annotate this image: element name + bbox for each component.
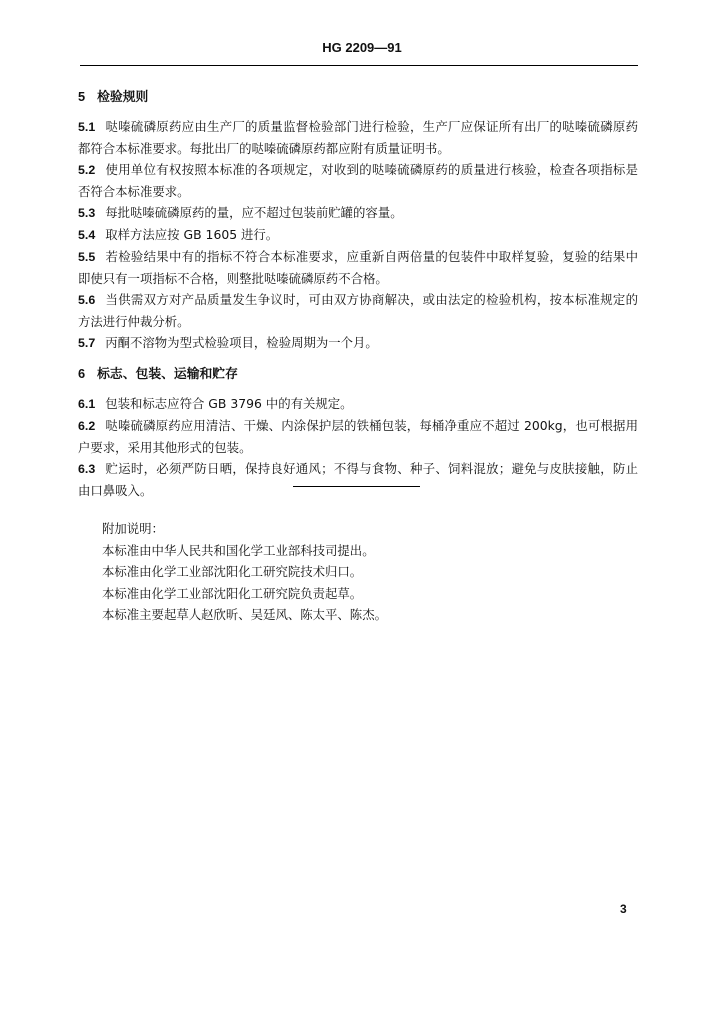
clause-number: 5.3 <box>78 206 96 220</box>
clause-number: 5.5 <box>78 250 96 264</box>
clause-5-3 <box>78 202 638 224</box>
notes-line: 本标准主要起草人赵欣昕、吴廷风、陈太平、陈杰。 <box>102 607 387 622</box>
clause-text: 丙酮不溶物为型式检验项目，检验周期为一个月。 <box>105 335 378 350</box>
clause-5-6 <box>78 289 638 332</box>
notes-line: 本标准由中华人民共和国化学工业部科技司提出。 <box>102 542 375 558</box>
clause-6-3 <box>78 458 638 501</box>
clause-number: 5.7 <box>78 336 96 350</box>
clause-number: 5.4 <box>78 228 96 242</box>
clause-5-2 <box>78 159 638 202</box>
additional-notes <box>102 518 387 626</box>
clause-number: 5.6 <box>78 293 96 307</box>
clause-number: 6.2 <box>78 419 96 433</box>
section-number: 5 <box>78 89 86 104</box>
clause-number: 6.1 <box>78 397 96 411</box>
clause-text: 当供需双方对产品质量发生争议时，可由双方协商解决，或由法定的检验机构，按本标准规定的方法进行仲裁分析。 <box>78 292 638 329</box>
clause-number: 5.1 <box>78 120 96 134</box>
section-divider <box>293 486 420 487</box>
clause-5-5 <box>78 246 638 289</box>
clause-text: 哒嗪硫磷原药应用清洁、干燥、内涂保护层的铁桶包装，每桶净重应不超过 200kg，也可根据用户要求，采用其他形式的包装。 <box>78 418 638 455</box>
clause-text: 取样方法应按 GB 1605 进行。 <box>105 227 279 242</box>
section-title: 标志、包装、运输和贮存 <box>97 367 238 382</box>
clause-text: 贮运时，必须严防日晒，保持良好通风；不得与食物、种子、饲料混放；避免与皮肤接触，防止由口鼻吸入。 <box>78 461 638 498</box>
clause-5-1 <box>78 116 638 159</box>
clause-text: 使用单位有权按照本标准的各项规定，对收到的哒嗪硫磷原药的质量进行核验，检查各项指标是否符合本标准要求。 <box>78 162 638 199</box>
document-body <box>78 86 638 501</box>
clause-text: 每批哒嗪硫磷原药的量，应不超过包装前贮罐的容量。 <box>105 205 403 220</box>
clause-6-1 <box>78 393 638 415</box>
section-number: 6 <box>78 366 86 381</box>
section-heading-6 <box>78 363 638 385</box>
section-title: 检验规则 <box>97 90 149 105</box>
notes-title: 附加说明： <box>102 521 164 536</box>
clause-5-7 <box>78 332 638 354</box>
document-header-code: HG 2209—91 <box>322 40 402 55</box>
clause-text: 若检验结果中有的指标不符合本标准要求，应重新自两倍量的包装件中取样复验，复验的结果中即使只有一项指标不合格，则整批哒嗪硫磷原药不合格。 <box>78 249 638 286</box>
clause-number: 6.3 <box>78 462 96 476</box>
notes-line: 本标准由化学工业部沈阳化工研究院负责起草。 <box>102 585 363 601</box>
notes-line: 本标准由化学工业部沈阳化工研究院技术归口。 <box>102 564 363 579</box>
section-heading-5 <box>78 86 638 108</box>
clause-number: 5.2 <box>78 163 96 177</box>
page-number: 3 <box>620 902 627 916</box>
clause-5-4 <box>78 224 638 246</box>
clause-6-2 <box>78 415 638 458</box>
clause-text: 哒嗪硫磷原药应由生产厂的质量监督检验部门进行检验，生产厂应保证所有出厂的哒嗪硫磷原药都符合本标准要求。每批出厂的哒嗪硫磷原药都应附有质量证明书。 <box>78 119 638 156</box>
clause-text: 包装和标志应符合 GB 3796 中的有关规定。 <box>105 396 353 411</box>
header-rule <box>80 65 638 66</box>
